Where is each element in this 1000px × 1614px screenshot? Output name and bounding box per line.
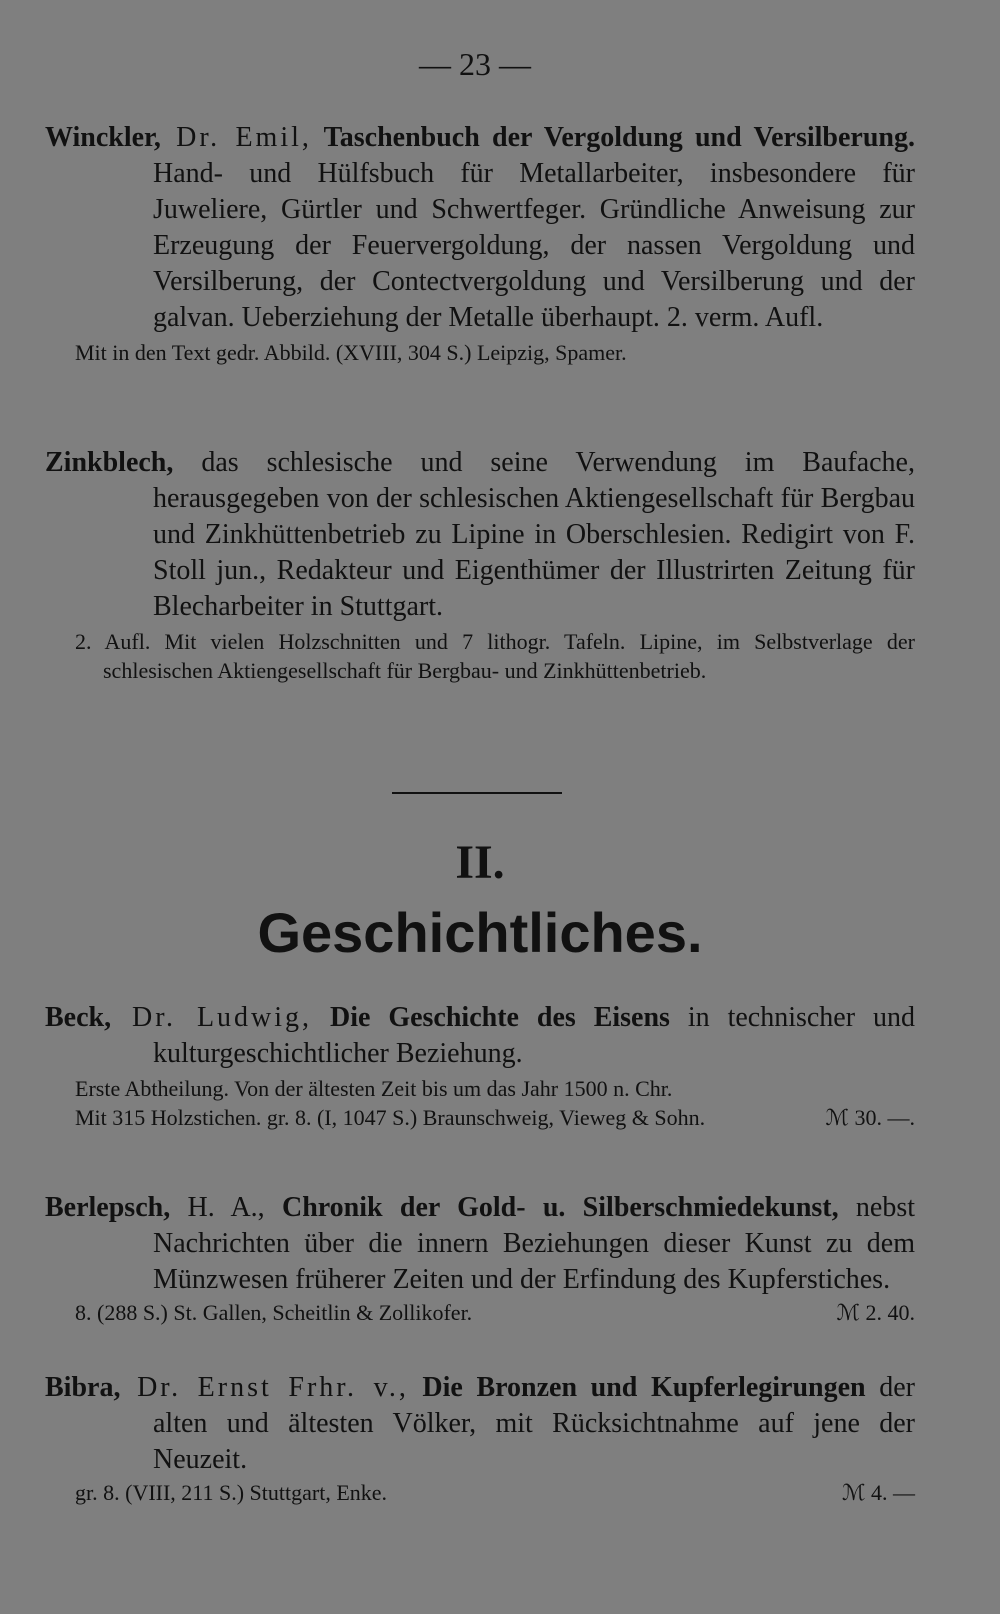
- entry-author-name: Dr. Emil,: [160, 122, 312, 153]
- entry-beck: [45, 1000, 915, 1132]
- entry-price: ℳ 30. —.: [825, 1105, 915, 1130]
- entry-berlepsch: [45, 1190, 915, 1327]
- entry-title: Die Bronzen und Kupferlegirungen: [408, 1372, 866, 1403]
- entry-note: Erste Abtheilung. Von der ältesten Zeit bis um das Jahr 1500 n. Chr.: [75, 1076, 673, 1101]
- entry-author-name: Dr. Ernst Frhr. v.,: [120, 1372, 409, 1403]
- entry-note: gr. 8. (VIII, 211 S.) Stuttgart, Enke.: [75, 1480, 388, 1505]
- section-title: Geschichtliches.: [257, 901, 703, 964]
- entry-note: 2. Aufl. Mit vielen Holzschnitten und 7 lithogr. Tafeln. Lipine, im Selbstverlage der schlesischen Aktiengesellschaft für Bergbau- und Zinkhüttenbetrieb.: [75, 629, 915, 683]
- entry-text: Hand- und Hülfsbuch für Metallarbeiter, insbesondere für Juweliere, Gürtler und Schwertfeger. Gründliche Anweisung zur Erzeugung der Feuervergoldung, der nassen Vergoldung und Versilberung, der Contectvergoldung und Versilberung und der galvan. Ueberziehung der Metalle überhaupt. 2. verm. Aufl.: [153, 158, 915, 333]
- entry-author: Bibra,: [45, 1372, 121, 1403]
- entry-author: Beck,: [45, 1002, 112, 1033]
- page-number: — 23 —: [419, 46, 531, 82]
- entry-text: nebst Nachrichten über die innern Beziehungen dieser Kunst zu dem Münzwesen früherer Zeiten und der Erfindung des Kupferstiches.: [153, 1192, 915, 1295]
- entry-zinkblech: [45, 445, 915, 685]
- entry-author-name: Dr. Ludwig,: [111, 1002, 313, 1033]
- entry-author: Winckler,: [45, 122, 161, 153]
- entry-bibra: [45, 1370, 915, 1507]
- entry-text: der alten und ältesten Völker, mit Rücksichtnahme auf jene der Neuzeit.: [153, 1372, 915, 1475]
- entry-text: das schlesische und seine Verwendung im Baufache, herausgegeben von der schlesischen Aktiengesellschaft für Bergbau und Zinkhüttenbetrieb zu Lipine in Oberschlesien. Redigirt von F. Stoll jun., Redakteur und Eigenthümer der Illustrirten Zeitung für Blecharbeiter in Stuttgart.: [153, 447, 915, 622]
- entry-imprint: Mit 315 Holzstichen. gr. 8. (I, 1047 S.) Braunschweig, Vieweg & Sohn.: [75, 1105, 706, 1130]
- entry-note: 8. (288 S.) St. Gallen, Scheitlin & Zollikofer.: [75, 1300, 473, 1325]
- section-divider: [392, 792, 562, 794]
- entry-title: Die Geschichte des Eisens: [312, 1002, 670, 1033]
- entry-price: ℳ 4. —: [841, 1480, 915, 1505]
- entry-text: in technischer und kulturgeschichtlicher Beziehung.: [153, 1002, 915, 1069]
- entry-winckler: [45, 120, 915, 367]
- section-number: II.: [455, 836, 505, 889]
- entry-title: Taschenbuch der Vergoldung und Versilberung.: [311, 122, 915, 153]
- entry-author-name: H. A.,: [170, 1192, 265, 1223]
- entry-price: ℳ 2. 40.: [836, 1300, 915, 1325]
- entry-author: Zinkblech,: [45, 447, 174, 478]
- entry-author: Berlepsch,: [45, 1192, 171, 1223]
- entry-note: Mit in den Text gedr. Abbild. (XVIII, 304 S.) Leipzig, Spamer.: [75, 340, 627, 365]
- entry-title: Chronik der Gold- u. Silberschmiedekunst,: [264, 1192, 839, 1223]
